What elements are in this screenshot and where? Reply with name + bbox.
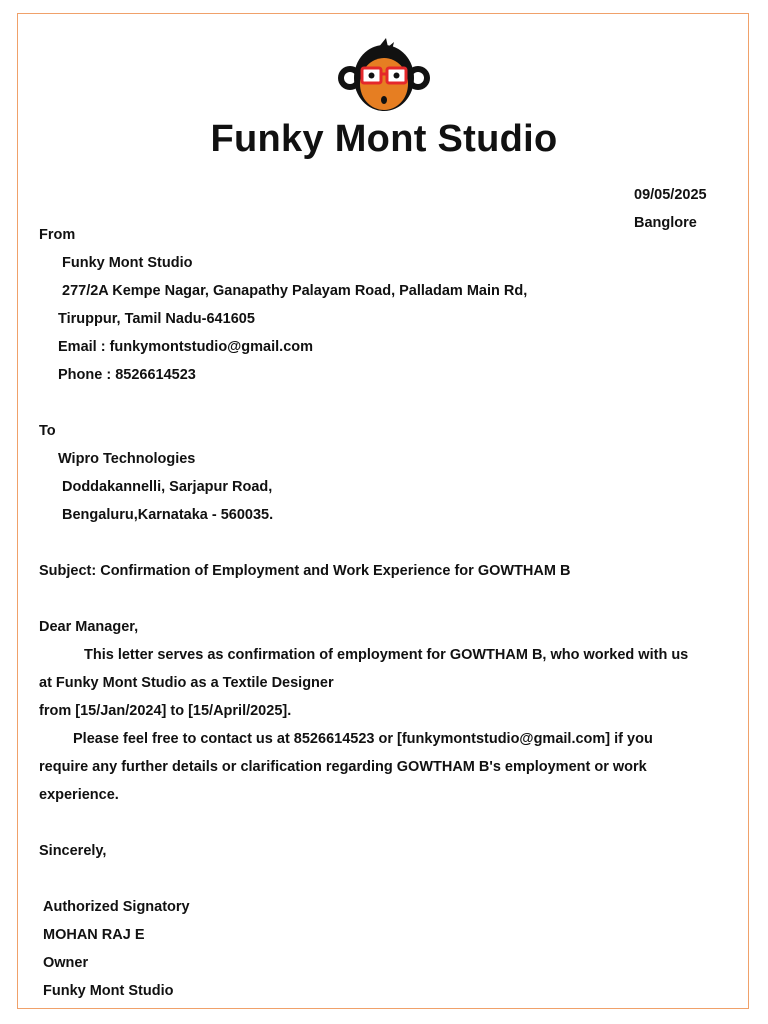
signatory-company: Funky Mont Studio <box>43 983 174 999</box>
sender-address-line2: Tiruppur, Tamil Nadu-641605 <box>58 311 255 327</box>
subject-line: Subject: Confirmation of Employment and Work Experience for GOWTHAM B <box>39 563 571 579</box>
body-paragraph2-line2: require any further details or clarification regarding GOWTHAM B's employment or work <box>39 759 647 775</box>
sender-address-line1: 277/2A Kempe Nagar, Ganapathy Palayam Road, Palladam Main Rd, <box>62 283 528 299</box>
company-title: Funky Mont Studio <box>210 118 558 160</box>
body-paragraph2-line1: Please feel free to contact us at 8526614523 or [funkymontstudio@gmail.com] if you <box>73 731 653 747</box>
to-label: To <box>39 423 56 439</box>
letter-place: Banglore <box>634 215 697 231</box>
letter-date: 09/05/2025 <box>634 187 707 203</box>
body-paragraph1-line3: from [15/Jan/2024] to [15/April/2025]. <box>39 703 292 719</box>
recipient-address-line1: Doddakannelli, Sarjapur Road, <box>62 479 273 495</box>
signatory-role: Owner <box>43 955 89 971</box>
sender-email: Email : funkymontstudio@gmail.com <box>58 339 314 355</box>
salutation: Dear Manager, <box>39 619 139 635</box>
body-paragraph2-line3: experience. <box>39 787 119 803</box>
sender-phone: Phone : 8526614523 <box>58 367 196 383</box>
recipient-address-line2: Bengaluru,Karnataka - 560035. <box>62 507 274 523</box>
body-paragraph1-line1: This letter serves as confirmation of employment for GOWTHAM B, who worked with us <box>84 647 689 663</box>
sign-off: Sincerely, <box>39 843 107 859</box>
monkey-mascot-icon <box>336 36 432 116</box>
signatory-title: Authorized Signatory <box>43 899 190 915</box>
from-label: From <box>39 227 76 243</box>
sender-name: Funky Mont Studio <box>62 255 193 271</box>
signatory-name: MOHAN RAJ E <box>43 927 145 943</box>
body-paragraph1-line2: at Funky Mont Studio as a Textile Designer <box>39 675 334 691</box>
recipient-name: Wipro Technologies <box>58 451 196 467</box>
